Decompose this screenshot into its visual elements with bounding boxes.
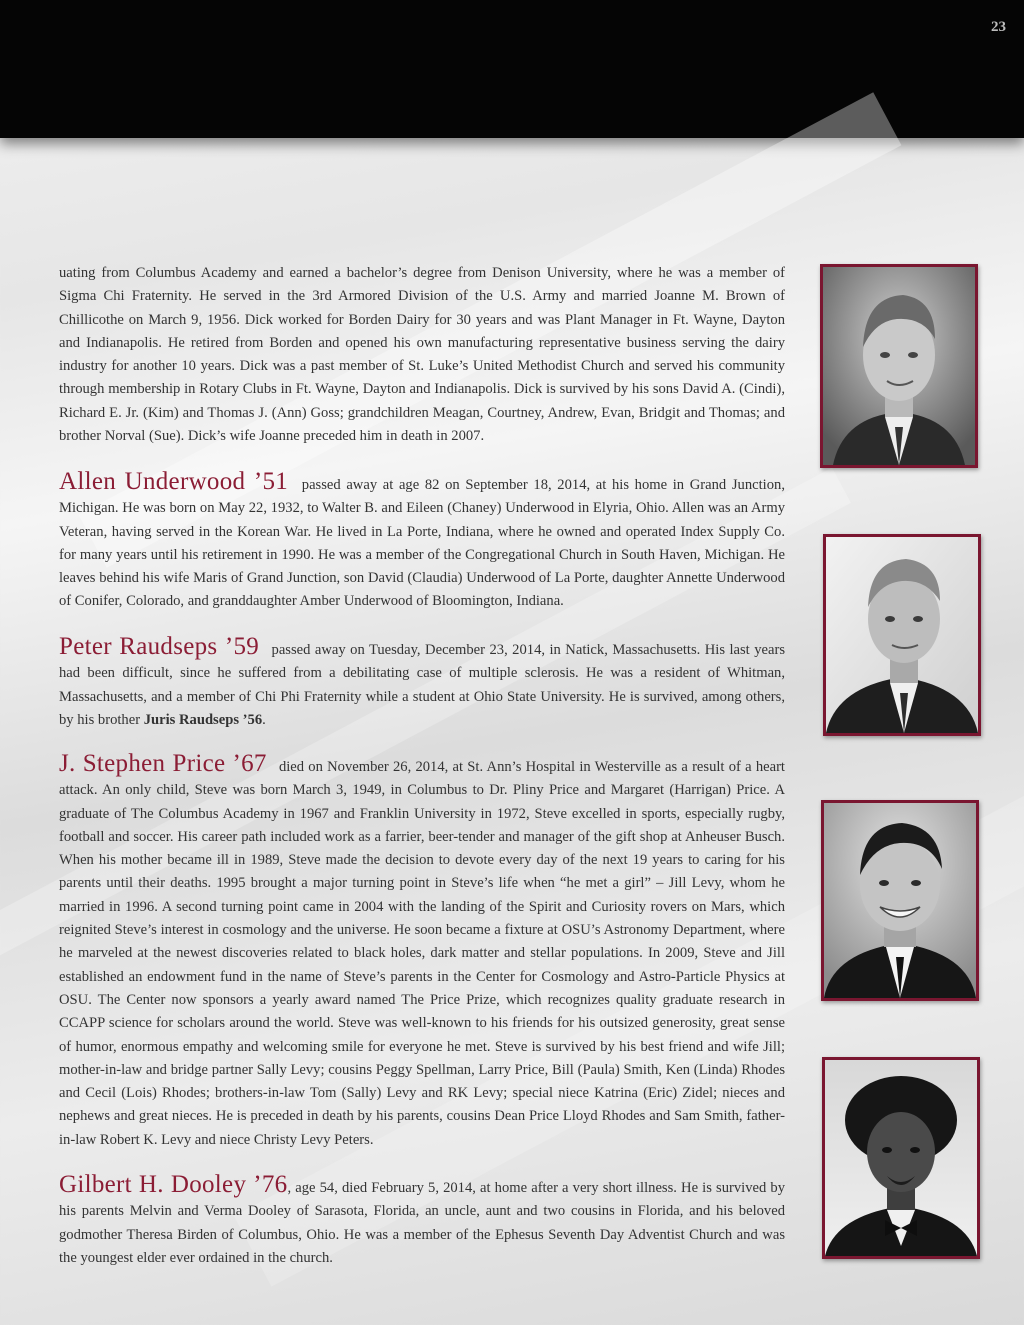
portrait-photo xyxy=(823,534,981,736)
obituary-continued xyxy=(59,262,785,448)
obituary-name: Gilbert H. Dooley ’76 xyxy=(59,1171,288,1198)
obituary-text: passed away on Tuesday, December 23, 2014, in Natick, Massachusetts. His last years had been difficult, since he suffered from a debilitating case of multiple sclerosis. He was a resident of Whitman, Massachusetts, and a member of Chi Phi Fraternity while a student at Ohio State University. He is survived, among others, by his brother xyxy=(59,642,785,728)
obituary-allen-underwood xyxy=(59,470,785,614)
obituary-text: died on November 26, 2014, at St. Ann’s Hospital in Westerville as a result of a heart attack. An only child, Steve was born March 3, 1949, in Columbus to Dr. Pliny Price and Margaret (Harrigan) Price. A graduate of The Columbus Academy in 1967 and Franklin University in 1972, Steve excelled in sports, especially rugby, football and soccer. His career path included work as a farrier, beer-tender and manager of the gift shop at Anheuser Busch. When his mother became ill in 1989, Steve made the decision to devote every day of the next 19 years to caring for his parents until their deaths. 1995 brought a major turning point in Steve’s life when “he met a girl” – Jill Levy, whom he married in 1996. A second turning point came in 2004 with the landing of the Spirit and Curiosity rovers on Mars, which reignited Steve’s interest in cosmology and the universe. He soon became a fixture at OSU’s Astronomy Department, where he marveled at the newest discoveries related to black holes, dark matter and stellar populations. In 2009, Steve and Jill established an endowment fund in the name of Steve’s parents in the Center for Cosmology and Astro-Particle Physics at OSU. The Center now sponsors a yearly award named The Price Prize, which recognizes quality graduate research in CCAPP science for scholars around the world. Steve was well-known to his friends for his outsized generosity, great sense of humor, enormous empathy and welcoming smile for everyone he met. Steve is survived by his best friend and wife Jill; mother-in-law and bridge partner Sally Levy; cousins Peggy Spellman, Larry Price, Bill (Paula) Smith, Ken (Linda) Rhodes and Cecil (Lois) Rhodes; brothers-in-law Tom (Sally) Levy and RK Levy; special niece Katrina (Eric) Zidel; nieces and nephews and great nieces. He is preceded in death by his parents, cousins Dean Price Lloyd Rhodes and Sam Smith, father-in-law Robert K. Levy and niece Christy Levy Peters. xyxy=(59,759,785,1148)
portrait-photo xyxy=(821,800,979,1001)
related-alumnus-name: Juris Raudseps ’56 xyxy=(143,711,263,728)
obituary-name: Peter Raudseps ’59 xyxy=(59,633,260,660)
portrait-photo xyxy=(820,264,978,468)
obituary-gilbert-dooley xyxy=(59,1173,785,1270)
page-number: 23 xyxy=(991,19,1006,35)
obituary-stephen-price xyxy=(59,752,785,1152)
portrait-image xyxy=(826,537,978,733)
obituary-peter-raudseps xyxy=(59,635,785,732)
obituary-text: uating from Columbus Academy and earned a bachelor’s degree from Denison University, where he was a member of Sigma Chi Fraternity. He served in the 3rd Armored Division of the U.S. Army and married Joanne M. Brown of Chillicothe on March 9, 1956. Dick worked for Borden Dairy for 30 years and was Plant Manager in Ft. Wayne, Dayton and Indianapolis. He retired from Borden and opened his own manufacturing representative business serving the dairy industry for another 10 years. Dick was a past member of St. Luke’s United Methodist Church and served his community through membership in Rotary Clubs in Ft. Wayne, Dayton and Indianapolis. Dick is survived by his sons David A. (Cindi), Richard E. Jr. (Kim) and Thomas J. (Ann) Goss; grandchildren Meagan, Courtney, Andrew, Evan, Bridgit and Thomas; and brother Norval (Sue). Dick’s wife Joanne preceded him in death in 2007. xyxy=(59,265,785,445)
obituary-text-end: . xyxy=(262,711,266,728)
portrait-image xyxy=(824,803,976,998)
portrait-image xyxy=(823,267,975,465)
obituary-name: J. Stephen Price ’67 xyxy=(59,750,267,777)
obituary-text: , age 54, died February 5, 2014, at home after a very short illness. He is survived by his parents Melvin and Verma Dooley of Sarasota, Florida, an uncle, aunt and two cousins in Florida, and his beloved godmother Theresa Birden of Columbus, Ohio. He was a member of the Ephesus Seventh Day Adventist Church and was the youngest elder ever ordained in the church. xyxy=(59,1180,785,1266)
obituary-name: Allen Underwood ’51 xyxy=(59,468,289,495)
portrait-image xyxy=(825,1060,977,1256)
obituary-text: passed away at age 82 on September 18, 2014, at his home in Grand Junction, Michigan. He was born on May 22, 1932, to Walter B. and Eileen (Chaney) Underwood in Elyria, Ohio. Allen was an Army Veteran, having served in the Korean War. He lived in La Porte, Indiana, where he owned and operated Index Supply Co. for many years until his retirement in 1990. He was a member of the Congregational Church in South Haven, Michigan. He leaves behind his wife Maris of Grand Junction, son David (Claudia) Underwood of La Porte, daughter Annette Underwood of Conifer, Colorado, and granddaughter Amber Underwood of Bloomington, Indiana. xyxy=(59,477,785,610)
portrait-photo xyxy=(822,1057,980,1259)
